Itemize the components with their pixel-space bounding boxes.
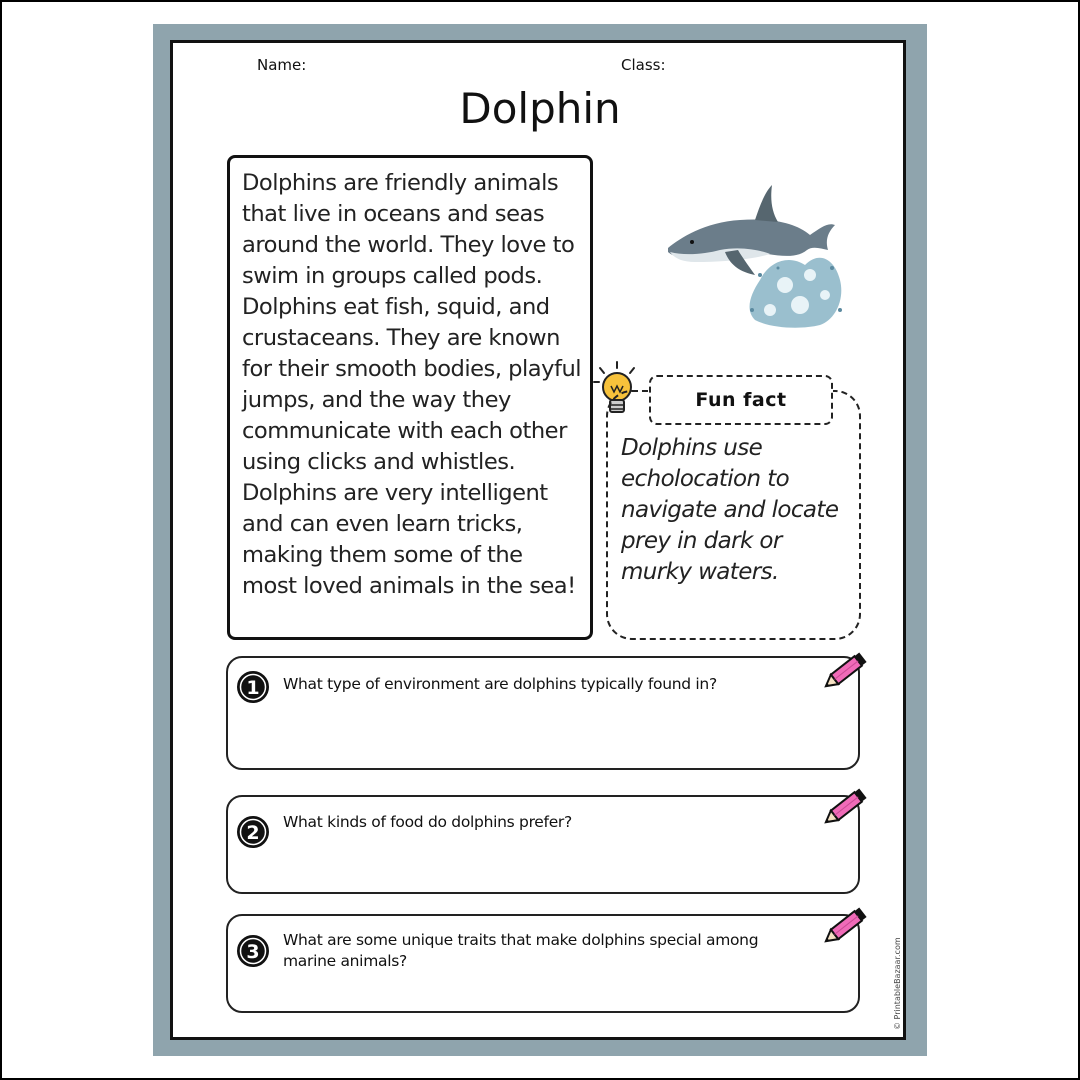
question-number-3: 3: [246, 941, 260, 963]
answer-box-2[interactable]: [226, 795, 860, 894]
number-one-badge: [236, 670, 270, 704]
number-two-badge: [236, 815, 270, 849]
name-label: Name:: [257, 56, 307, 74]
question-1-text: What type of environment are dolphins typically found in?: [283, 675, 717, 693]
reading-passage: Dolphins are friendly animals that live in oceans and seas around the world. They love to swim in groups called pods. Dolphins eat fish, squid, and crustaceans. They are known for their smooth bodies, playful jumps, and the way they communicate with each other using clicks and whistles. Dolphins are very intelligent and can even learn tricks, making them some of the most loved animals in the sea!: [242, 170, 582, 599]
copyright-text: © PrintableBazaar.com: [893, 937, 902, 1030]
question-3-text: What are some unique traits that make dolphins special among marine animals?: [283, 931, 759, 970]
reading-passage-box: [227, 155, 593, 640]
number-three-badge: [236, 934, 270, 968]
pencil-icon: [818, 650, 870, 694]
dolphin-image: [660, 180, 850, 330]
question-2-text: What kinds of food do dolphins prefer?: [283, 813, 572, 831]
page-title: Dolphin: [459, 84, 621, 133]
fun-fact-text: Dolphins use echolocation to navigate and locate prey in dark or murky waters.: [621, 435, 839, 585]
pencil-icon: [818, 786, 870, 830]
pencil-icon: [818, 905, 870, 949]
question-number-2: 2: [246, 822, 260, 844]
class-label: Class:: [621, 56, 666, 74]
question-number-1: 1: [246, 677, 260, 699]
fun-fact-title: Fun fact: [649, 375, 833, 425]
